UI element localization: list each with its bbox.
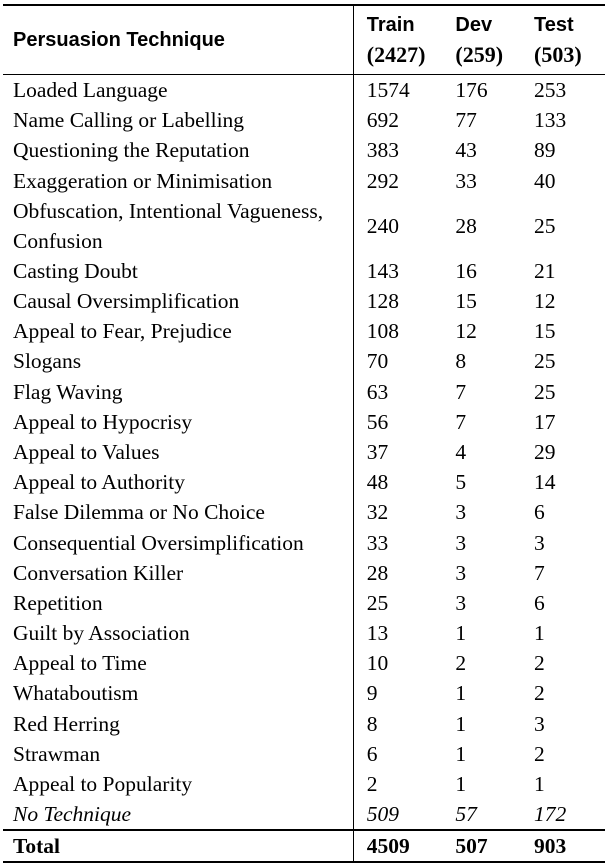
cell-test: 6 xyxy=(534,590,545,615)
cell-train: 383 xyxy=(366,138,400,163)
table-row xyxy=(3,709,605,739)
cell-test: 40 xyxy=(534,168,556,193)
table-row xyxy=(3,437,605,467)
cell-dev: 8 xyxy=(455,349,467,374)
total-train: 4509 xyxy=(353,830,455,862)
header-dev-count: (259) xyxy=(455,42,504,67)
cell-dev: 57 xyxy=(455,802,477,827)
cell-test: 1 xyxy=(534,772,545,797)
cell-technique: Name Calling or Labelling xyxy=(3,105,353,135)
cell-test: 133 xyxy=(534,108,567,133)
cell-dev: 3 xyxy=(455,500,467,525)
cell-test: 3 xyxy=(534,530,545,555)
table-row xyxy=(3,678,605,708)
cell-train: 32 xyxy=(366,500,389,525)
cell-dev: 77 xyxy=(455,108,477,133)
cell-train: 509 xyxy=(366,802,400,827)
cell-train: 240 xyxy=(366,213,400,238)
cell-train: 108 xyxy=(366,319,400,344)
cell-technique: Appeal to Time xyxy=(3,648,353,678)
cell-technique: Obfuscation, Intentional Vagueness, Confusion xyxy=(3,196,353,256)
cell-train: 10 xyxy=(366,651,389,676)
header-test-count: (503) xyxy=(534,42,582,67)
table-row xyxy=(3,527,605,557)
table-row xyxy=(3,497,605,527)
table-body xyxy=(3,75,605,831)
cell-dev: 7 xyxy=(455,379,467,404)
cell-technique: Guilt by Association xyxy=(3,618,353,648)
table-row xyxy=(3,135,605,165)
cell-technique: Conversation Killer xyxy=(3,558,353,588)
cell-dev: 5 xyxy=(455,470,467,495)
cell-train: 70 xyxy=(366,349,389,374)
cell-technique: Appeal to Popularity xyxy=(3,769,353,799)
header-technique: Persuasion Technique xyxy=(3,5,353,75)
cell-dev: 15 xyxy=(455,289,477,314)
cell-technique: Causal Oversimplification xyxy=(3,286,353,316)
cell-technique: No Technique xyxy=(3,799,353,830)
header-train-count: (2427) xyxy=(366,42,426,67)
cell-technique: Consequential Oversimplification xyxy=(3,527,353,557)
cell-technique: Loaded Language xyxy=(3,75,353,106)
cell-technique: Strawman xyxy=(3,739,353,769)
cell-train: 13 xyxy=(366,621,389,646)
cell-train: 25 xyxy=(366,590,389,615)
cell-dev: 1 xyxy=(455,772,467,797)
total-label: Total xyxy=(3,830,353,862)
cell-technique: Appeal to Authority xyxy=(3,467,353,497)
cell-train: 56 xyxy=(366,409,389,434)
table-row xyxy=(3,346,605,376)
total-test: 903 xyxy=(534,830,605,862)
cell-technique: Appeal to Hypocrisy xyxy=(3,407,353,437)
persuasion-technique-table xyxy=(3,4,605,863)
cell-technique: False Dilemma or No Choice xyxy=(3,497,353,527)
cell-train: 143 xyxy=(366,258,400,283)
cell-technique: Appeal to Fear, Prejudice xyxy=(3,316,353,346)
cell-test: 21 xyxy=(534,258,556,283)
header-test xyxy=(534,5,605,75)
cell-test: 89 xyxy=(534,138,556,163)
table-row xyxy=(3,407,605,437)
cell-technique: Questioning the Reputation xyxy=(3,135,353,165)
table-row xyxy=(3,256,605,286)
cell-test: 172 xyxy=(534,802,567,827)
cell-technique: Repetition xyxy=(3,588,353,618)
cell-dev: 43 xyxy=(455,138,477,163)
cell-technique: Appeal to Values xyxy=(3,437,353,467)
cell-train: 2 xyxy=(366,772,378,797)
cell-train: 9 xyxy=(366,681,378,706)
cell-train: 63 xyxy=(366,379,389,404)
cell-dev: 33 xyxy=(455,168,477,193)
cell-train: 37 xyxy=(366,439,389,464)
table-row xyxy=(3,196,605,256)
header-test-name: Test xyxy=(534,14,574,36)
table-header xyxy=(3,5,605,75)
total-row xyxy=(3,830,605,862)
cell-train: 28 xyxy=(366,560,389,585)
cell-test: 12 xyxy=(534,289,556,314)
table-row xyxy=(3,467,605,497)
header-train-name: Train xyxy=(366,14,415,36)
header-row xyxy=(3,5,605,75)
cell-train: 6 xyxy=(366,741,378,766)
cell-train: 48 xyxy=(366,470,389,495)
cell-dev: 1 xyxy=(455,621,467,646)
cell-technique: Casting Doubt xyxy=(3,256,353,286)
table-row xyxy=(3,166,605,196)
cell-test: 17 xyxy=(534,409,556,434)
table-row xyxy=(3,739,605,769)
cell-train: 33 xyxy=(366,530,389,555)
cell-dev: 2 xyxy=(455,651,467,676)
cell-dev: 176 xyxy=(455,78,488,103)
table-row xyxy=(3,799,605,830)
cell-technique: Slogans xyxy=(3,346,353,376)
cell-technique: Flag Waving xyxy=(3,377,353,407)
header-dev-name: Dev xyxy=(455,14,493,36)
table-row xyxy=(3,105,605,135)
table-footer xyxy=(3,830,605,862)
header-train xyxy=(353,5,455,75)
table-row xyxy=(3,75,605,106)
cell-dev: 12 xyxy=(455,319,477,344)
table-row xyxy=(3,377,605,407)
table-row xyxy=(3,648,605,678)
table-row xyxy=(3,588,605,618)
cell-test: 14 xyxy=(534,470,556,495)
cell-train: 692 xyxy=(366,108,400,133)
cell-test: 2 xyxy=(534,681,545,706)
cell-test: 2 xyxy=(534,651,545,676)
cell-train: 8 xyxy=(366,711,378,736)
cell-test: 6 xyxy=(534,500,545,525)
table-row xyxy=(3,769,605,799)
cell-dev: 3 xyxy=(455,530,467,555)
table-row xyxy=(3,286,605,316)
cell-dev: 16 xyxy=(455,258,477,283)
cell-test: 15 xyxy=(534,319,556,344)
table-row xyxy=(3,316,605,346)
cell-technique: Exaggeration or Minimisation xyxy=(3,166,353,196)
cell-dev: 1 xyxy=(455,741,467,766)
cell-train: 292 xyxy=(366,168,400,193)
cell-test: 2 xyxy=(534,741,545,766)
header-dev xyxy=(455,5,534,75)
cell-test: 3 xyxy=(534,711,545,736)
cell-train: 128 xyxy=(366,289,400,314)
cell-dev: 3 xyxy=(455,590,467,615)
cell-test: 29 xyxy=(534,439,556,464)
cell-technique: Red Herring xyxy=(3,709,353,739)
cell-test: 25 xyxy=(534,213,556,238)
cell-dev: 7 xyxy=(455,409,467,434)
cell-dev: 3 xyxy=(455,560,467,585)
cell-dev: 4 xyxy=(455,439,467,464)
cell-test: 25 xyxy=(534,349,556,374)
cell-dev: 1 xyxy=(455,681,467,706)
cell-test: 1 xyxy=(534,621,545,646)
cell-dev: 1 xyxy=(455,711,467,736)
total-dev: 507 xyxy=(455,830,534,862)
cell-test: 25 xyxy=(534,379,556,404)
cell-test: 7 xyxy=(534,560,545,585)
cell-dev: 28 xyxy=(455,213,477,238)
table-row xyxy=(3,618,605,648)
cell-test: 253 xyxy=(534,78,567,103)
table-row xyxy=(3,558,605,588)
cell-train: 1574 xyxy=(366,78,410,103)
cell-technique: Whataboutism xyxy=(3,678,353,708)
